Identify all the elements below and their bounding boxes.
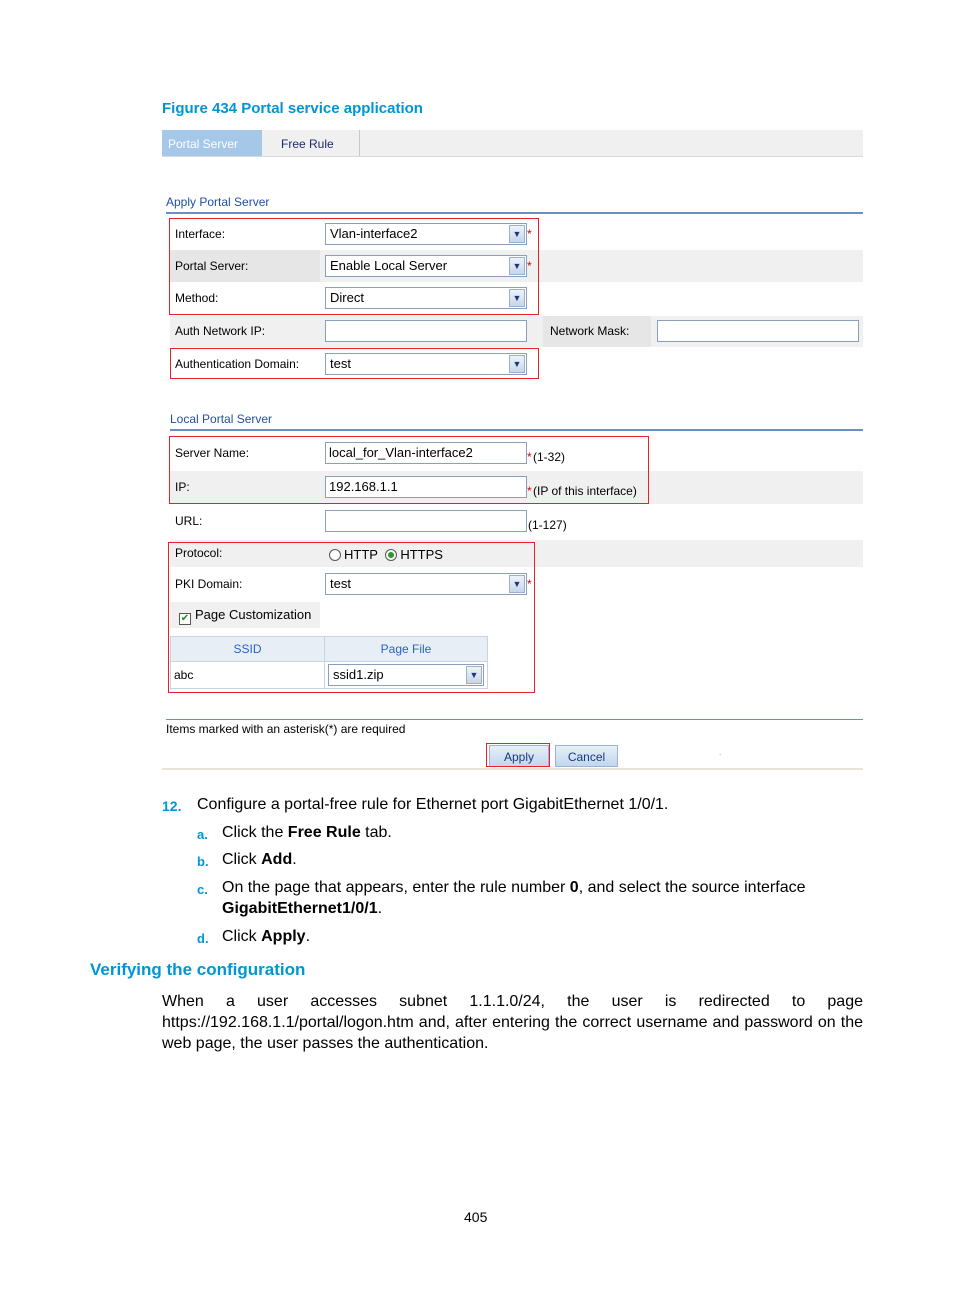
chevron-down-icon: ▼: [509, 225, 525, 243]
interface-value: Vlan-interface2: [330, 226, 418, 241]
auth-network-ip-label: Auth Network IP:: [175, 324, 266, 338]
step-number: 12.: [162, 798, 182, 814]
ip-input[interactable]: 192.168.1.1: [325, 476, 527, 498]
substep-number: d.: [197, 931, 209, 946]
server-name-label: Server Name:: [175, 446, 250, 460]
server-name-hint: (1-32): [533, 450, 566, 464]
auth-network-ip-input[interactable]: [325, 320, 527, 342]
highlight-box: [169, 218, 539, 315]
substep-number: a.: [197, 827, 208, 842]
tab-free-rule[interactable]: Free Rule: [262, 130, 360, 156]
table-header-ssid: SSID: [170, 636, 325, 662]
required-asterisk: *: [527, 577, 532, 591]
chevron-down-icon: ▼: [509, 257, 525, 275]
auth-domain-label: Authentication Domain:: [175, 357, 300, 371]
chevron-down-icon: ▼: [509, 289, 525, 307]
section-divider: [170, 429, 863, 431]
substep-d: Click Apply.: [222, 928, 311, 945]
substep-c: On the page that appears, enter the rule number 0, and select the source interface: [222, 879, 806, 896]
required-asterisk: *: [527, 259, 532, 273]
chevron-down-icon: ▼: [509, 355, 525, 373]
substep-number: b.: [197, 854, 209, 869]
url-hint: (1-127): [528, 518, 567, 532]
substep-c-line2: GigabitEthernet1/0/1.: [222, 900, 383, 917]
highlight-box: [486, 743, 550, 767]
url-input[interactable]: [325, 510, 527, 532]
local-portal-server-title: Local Portal Server: [170, 412, 273, 426]
portal-server-value: Enable Local Server: [330, 258, 448, 273]
substep-a: Click the Free Rule tab.: [222, 824, 392, 841]
cancel-button[interactable]: Cancel: [555, 745, 618, 767]
highlight-box: [169, 436, 649, 504]
required-asterisk: *: [527, 484, 532, 498]
ip-hint: (IP of this interface): [533, 484, 637, 498]
apply-button[interactable]: Apply: [489, 745, 549, 767]
figure-caption: Figure 434 Portal service application: [162, 100, 423, 117]
section-heading: Verifying the configuration: [90, 960, 306, 979]
network-mask-label: Network Mask:: [550, 324, 630, 338]
portal-server-label: Portal Server:: [175, 259, 249, 273]
verify-paragraph: When a user accesses subnet 1.1.1.0/24, the user is redirected to page https://192.168.1.1/portal/logon.htm and, after entering the correct username and password on the web page, the user passes the authentication.: [162, 993, 863, 1052]
section-divider: [166, 212, 863, 214]
table-cell-ssid: abc: [170, 661, 325, 689]
page-number: 405: [464, 1209, 488, 1225]
substep-b: Click Add.: [222, 851, 297, 868]
highlight-box: [168, 542, 535, 693]
tab-bar: [162, 130, 863, 157]
tab-portal-server[interactable]: Portal Server: [162, 130, 262, 156]
table-header-page-file: Page File: [324, 636, 488, 662]
protocol-option-https[interactable]: HTTPS: [385, 547, 443, 562]
auth-domain-value: test: [330, 356, 351, 371]
required-asterisk: *: [527, 450, 532, 464]
footer-divider: [166, 719, 863, 720]
protocol-label: Protocol:: [175, 546, 223, 560]
method-value: Direct: [330, 290, 364, 305]
pki-domain-value: test: [330, 576, 351, 591]
chevron-down-icon: ▼: [509, 575, 525, 593]
protocol-option-http[interactable]: HTTP: [329, 547, 378, 562]
highlight-box: [170, 348, 539, 379]
page-file-value: ssid1.zip: [333, 667, 384, 682]
required-note: Items marked with an asterisk(*) are required: [166, 722, 406, 736]
apply-portal-server-title: Apply Portal Server: [166, 195, 270, 209]
page-customization-checkbox[interactable]: ✔ Page Customization: [180, 607, 312, 624]
network-mask-input[interactable]: [657, 320, 859, 342]
chevron-down-icon: ▼: [466, 666, 482, 684]
method-label: Method:: [175, 291, 219, 305]
form-bottom-border: [162, 768, 863, 770]
substep-number: c.: [197, 882, 208, 897]
url-label: URL:: [175, 514, 203, 528]
stray-dot: .: [719, 748, 722, 757]
interface-label: Interface:: [175, 227, 226, 241]
ip-label: IP:: [175, 480, 190, 494]
required-asterisk: *: [527, 227, 532, 241]
checkmark-icon: ✔: [180, 613, 190, 624]
step-text: Configure a portal-free rule for Ethernet port GigabitEthernet 1/0/1.: [197, 796, 669, 813]
server-name-input[interactable]: local_for_Vlan-interface2: [325, 442, 527, 464]
pki-domain-label: PKI Domain:: [175, 577, 243, 591]
